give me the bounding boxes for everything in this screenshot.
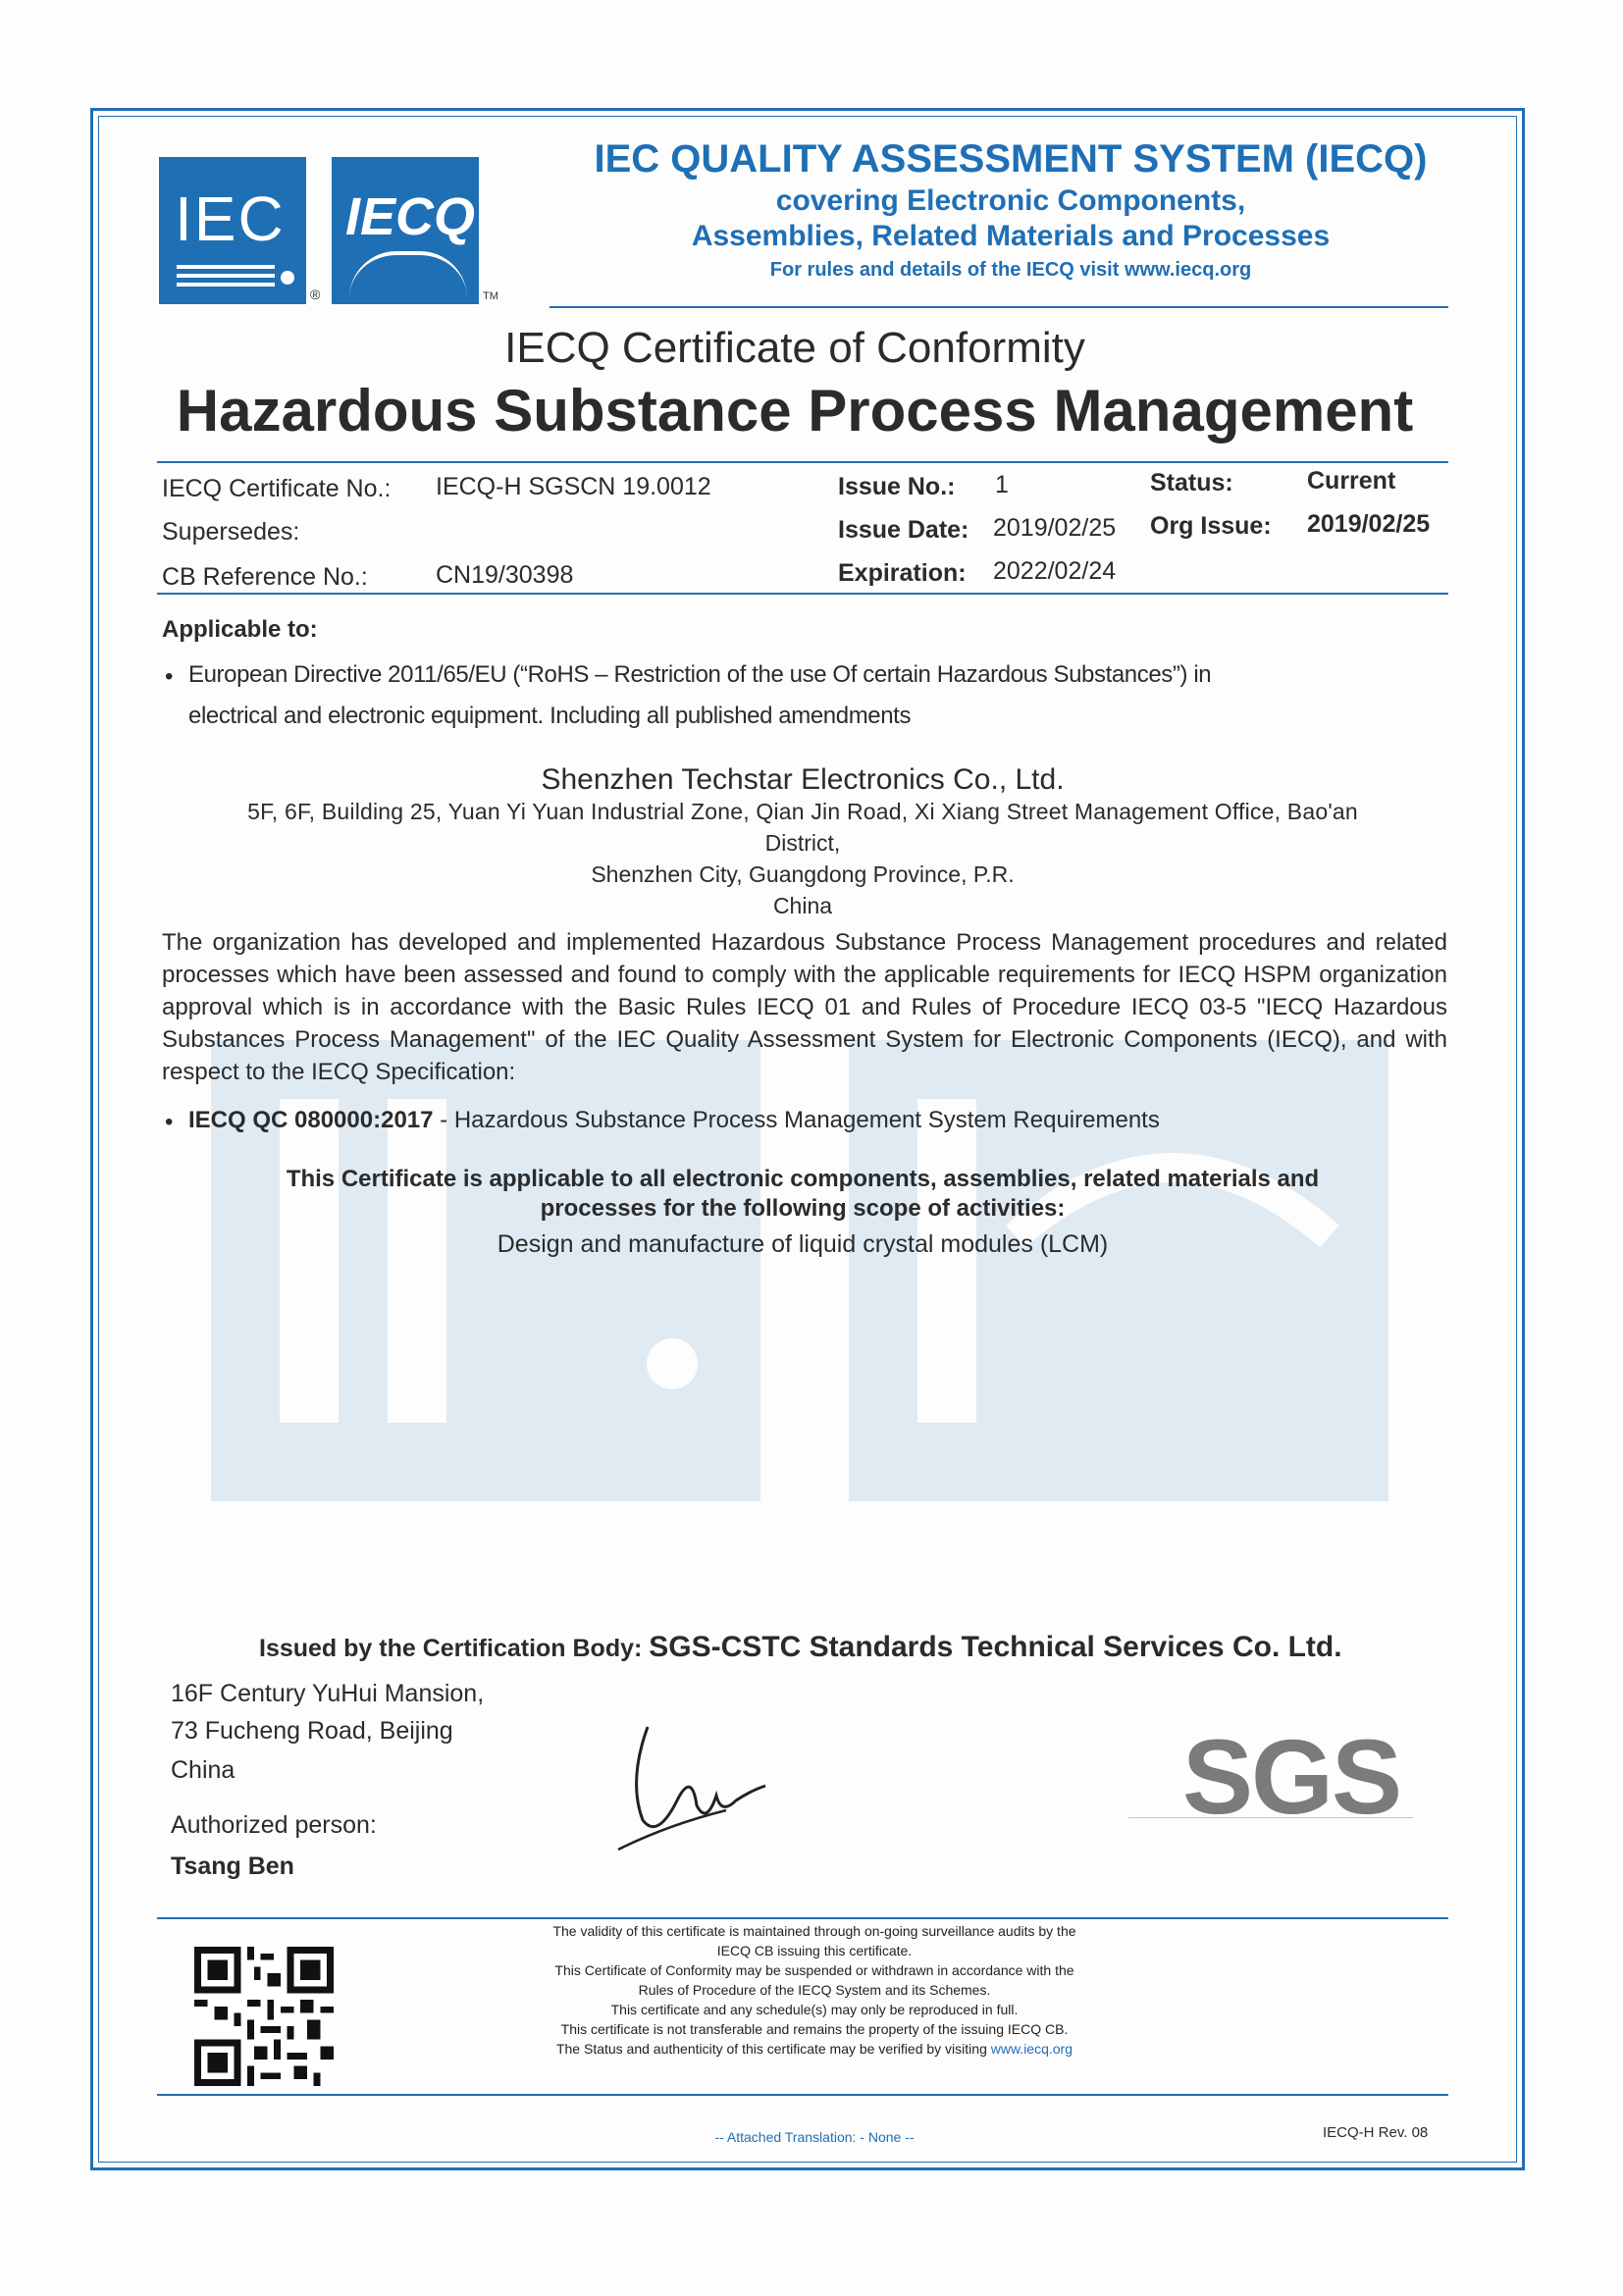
iecq-logo <box>332 157 479 304</box>
applicable-label: Applicable to: <box>162 616 318 643</box>
bullet-dot: • <box>165 663 174 690</box>
organization-address-3: Shenzhen City, Guangdong Province, P.R. <box>591 861 1015 887</box>
issuer-name: SGS-CSTC Standards Technical Services Co. Ltd. <box>649 1631 1342 1663</box>
revision-code: IECQ-H Rev. 08 <box>1323 2124 1429 2141</box>
header-website-note: For rules and details of the IECQ visit www.iecq.org <box>769 259 1252 281</box>
header-system-name: IEC QUALITY ASSESSMENT SYSTEM (IECQ) <box>594 137 1428 181</box>
organization-address-4: China <box>772 893 833 918</box>
registered-mark: ® <box>310 287 321 302</box>
cb-ref-label: CB Reference No.: <box>162 563 368 591</box>
signature-image <box>608 1702 775 1859</box>
status-value: Current <box>1307 467 1396 495</box>
issue-date-label: Issue Date: <box>838 516 969 544</box>
spec-bullet-dot: • <box>165 1109 174 1135</box>
expiration-value: 2022/02/24 <box>993 557 1117 585</box>
iec-logo <box>159 157 306 304</box>
org-issue-value: 2019/02/25 <box>1307 510 1431 538</box>
footer-note-6: This certificate is not transferable and remains the property of the issuing IECQ CB. <box>560 2021 1069 2037</box>
footer-verify-text: The Status and authenticity of this certificate may be verified by visiting <box>555 2041 991 2057</box>
organization-name: Shenzhen Techstar Electronics Co., Ltd. <box>541 763 1065 796</box>
header-assemblies: Assemblies, Related Materials and Processes <box>691 220 1331 252</box>
scope-activity: Design and manufacture of liquid crystal modules (LCM) <box>497 1230 1109 1258</box>
expiration-label: Expiration: <box>838 559 967 587</box>
footer-rule-bottom <box>157 2094 1448 2096</box>
footer-note-7 <box>510 2039 1119 2059</box>
sgs-logo-underline <box>1128 1817 1413 1818</box>
scope-line-1: This Certificate is applicable to all electronic components, assemblies, related materials and <box>286 1166 1320 1192</box>
iecq-website-link[interactable]: www.iecq.org <box>990 2041 1073 2057</box>
organization-address-1: 5F, 6F, Building 25, Yuan Yi Yuan Industrial Zone, Qian Jin Road, Xi Xiang Street Management Office, Bao'an <box>247 799 1358 824</box>
iecq-logo-arc <box>349 251 467 298</box>
status-label: Status: <box>1150 469 1233 496</box>
footer-note-4: Rules of Procedure of the IECQ System and its Schemes. <box>638 1982 991 1998</box>
applicable-directive-cont: electrical and electronic equipment. Including all published amendments <box>188 703 912 729</box>
issue-no-value: 1 <box>995 471 1009 498</box>
spec-description: - Hazardous Substance Process Management System Requirements <box>433 1107 1160 1133</box>
issuer-line <box>259 1631 1342 1664</box>
attached-translation: -- Attached Translation: - None -- <box>714 2129 915 2145</box>
issuer-address-2: 73 Fucheng Road, Beijing <box>171 1717 453 1745</box>
issue-date-value: 2019/02/25 <box>993 514 1117 542</box>
info-rule <box>157 593 1448 595</box>
org-issue-label: Org Issue: <box>1150 512 1272 540</box>
spec-line <box>188 1107 1160 1134</box>
supersedes-label: Supersedes: <box>162 518 300 546</box>
footer-note-5: This certificate and any schedule(s) may only be reproduced in full. <box>610 2002 1019 2017</box>
header-rule <box>550 306 1448 308</box>
footer-note-3: This Certificate of Conformity may be suspended or withdrawn in accordance with the <box>554 1962 1074 1978</box>
certificate-subject: Hazardous Substance Process Management <box>176 378 1414 444</box>
applicable-directive: European Directive 2011/65/EU (“RoHS – Restriction of the use Of certain Hazardous Substances”) in <box>188 661 1212 688</box>
iec-logo-dot <box>281 271 294 285</box>
qr-code <box>194 1947 334 2086</box>
iec-logo-text: IEC <box>175 183 286 254</box>
scope-line-2: processes for the following scope of activities: <box>540 1195 1066 1222</box>
footer-note-1: The validity of this certificate is maintained through on-going surveillance audits by the <box>552 1923 1076 1939</box>
footer-note-2: IECQ CB issuing this certificate. <box>716 1943 913 1958</box>
iec-logo-bars <box>177 265 275 291</box>
cb-ref-value: CN19/30398 <box>436 561 574 589</box>
cert-no-value: IECQ-H SGSCN 19.0012 <box>436 473 711 500</box>
header-covering: covering Electronic Components, <box>775 184 1246 217</box>
certificate-title: IECQ Certificate of Conformity <box>504 324 1085 372</box>
organization-address-2: District, <box>764 830 841 856</box>
issuer-label: Issued by the Certification Body: <box>259 1635 643 1662</box>
cert-no-label: IECQ Certificate No.: <box>162 475 392 502</box>
spec-code: IECQ QC 080000:2017 <box>188 1107 434 1133</box>
sgs-logo: SGS <box>1182 1717 1401 1836</box>
compliance-statement: The organization has developed and implemented Hazardous Substance Process Management procedures and related processes which have been assessed and found to comply with the applicable requirements for IECQ HSPM organization approval which is in accordance with the Basic Rules IECQ 01 and Rules of Procedure IECQ 03-5 "IECQ Hazardous Substances Process Management" of the IEC Quality Assessment System for Electronic Components (IECQ), and with respect to the IECQ Specification: <box>162 929 1447 1085</box>
footer-notes <box>510 1921 1119 2059</box>
footer-rule-top <box>157 1917 1448 1919</box>
authorized-label: Authorized person: <box>171 1811 377 1839</box>
iecq-logo-text: IECQ <box>345 187 476 246</box>
title-rule <box>157 461 1448 463</box>
issuer-address-3: China <box>171 1756 236 1784</box>
authorized-name: Tsang Ben <box>171 1852 294 1880</box>
issuer-address-1: 16F Century YuHui Mansion, <box>171 1680 485 1707</box>
trademark-mark: TM <box>483 290 498 302</box>
issue-no-label: Issue No.: <box>838 473 956 500</box>
